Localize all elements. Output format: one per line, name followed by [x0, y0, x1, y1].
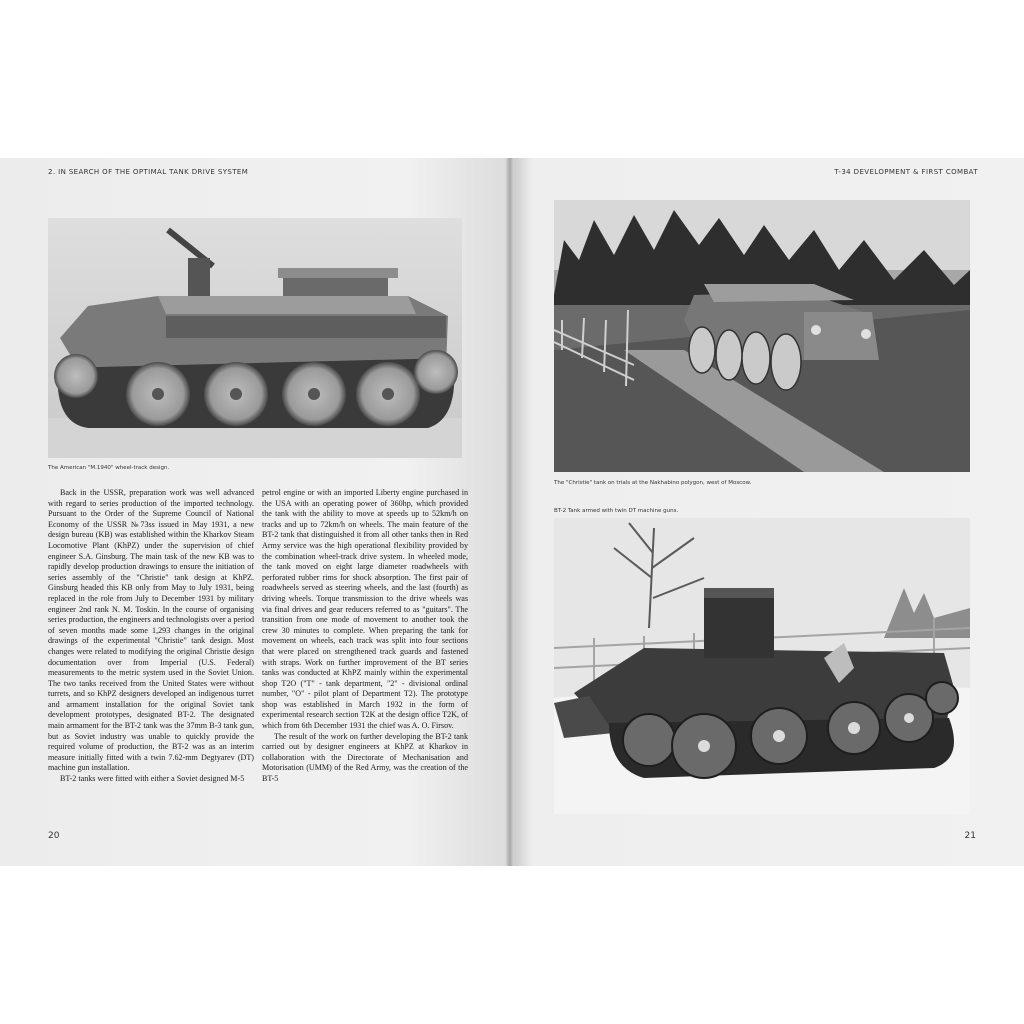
paragraph: petrol engine or with an imported Liberty engine purchased in the USA with an operating power of 360hp, which provided the tank with the ability to move at speeds up to 52km/h on tracks and up to 72km/h on wheels. The main feature of the BT-2 tank that distinguished it from all other tanks then in Red Army service was the high operational flexibility provided by the combination wheel-track drive system. In wheeled mode, the tank moved on eight large diameter roadwheels with perforated rubber rims for shock absorption. The first pair of roadwheels served as steering wheels, and the last (fourth) as driving wheels. Torque transmission to the drive wheels was via final drives and gear reducers referred to as "guitars". The transition from one mode of movement to another took the crew 30 minutes to complete. When preparing the tank for movement on wheels, each track was split into four sections that were placed on strengthened track guards and fastened with straps. Work on further improvement of the BT series tanks was conducted at KhPZ mainly within the experimental shop T2O ("T" - tank department, "2" - divisional ordinal number, "O" - pilot plant of Department T2). The prototype shop was established in March 1932 in the form of experimental research section T2K at the design office T2K, of which from 6th December 1931 the chief was A. O. Firsov.	[262, 488, 468, 731]
photo-christie-tank-trials	[554, 200, 970, 472]
paragraph: The result of the work on further developing the BT-2 tank carried out by designer engineers at KhPZ at Kharkov in collaboration with the Directorate of Mechanisation and Motorisation (UMM) of the Red Army, was the creation of the BT-5	[262, 731, 468, 784]
left-page-number: 20	[48, 831, 60, 841]
text-column-1	[48, 488, 254, 785]
photo-m1940-wheel-track-tank	[48, 218, 462, 458]
paragraph: BT-2 tanks were fitted with either a Soviet designed M-5	[60, 774, 245, 784]
text-column-2	[262, 488, 468, 785]
paragraph: Back in the USSR, preparation work was well advanced with regard to series production of the imported technology. Pursuant to the Order of the Supreme Council of National Economy of the USSR №73ss issued in May 1931, a new design bureau (KB) was established within the Kharkov Steam Locomotive Plant (KhPZ) under the supervision of chief engineer S.A. Ginsburg. The main task of the new KB was to rapidly develop production drawings to ensure the initiation of series assembly of the "Christie" tank design at KhPZ. Ginsburg headed this KB only from May to July 1931, being replaced in the role from July to December 1931 by military engineer 2nd rank N. M. Toskin. In the course of organising series production, the engineers and technologists over a period of seven months made some 1,293 changes in the original drawings of the experimental "Christie" tank design. Most changes were related to modifying the original Christie design documentation over from Imperial (U.S. Federal) measurements to the metric system used in the Soviet Union. The two tanks received from the United States were without turrets, and so KhPZ designers developed an indigenous turret and armament installation for the original Soviet tank development prototypes, designated BT-2. The designated main armament for the BT-2 tank was the 37mm B-3 tank gun, but as Soviet industry was unable to quickly provide the required volume of production, the BT-2 was as an interim measure initially fitted with a twin 7.62-mm Degtyarev (DT) machine gun installation.	[48, 488, 254, 773]
photo-bt2-tank-snow	[554, 518, 970, 814]
right-photo-2-caption: BT-2 Tank armed with twin DT machine guns.	[554, 508, 679, 514]
right-photo-1-caption: The "Christie" tank on trials at the Nakhabino polygon, west of Moscow.	[554, 480, 752, 486]
book-gutter	[506, 158, 514, 866]
left-running-head: 2. IN SEARCH OF THE OPTIMAL TANK DRIVE SYSTEM	[48, 168, 249, 176]
left-photo-caption: The American "M.1940" wheel-track design.	[48, 465, 170, 471]
right-page-number: 21	[964, 831, 976, 841]
right-running-head: T-34 DEVELOPMENT & FIRST COMBAT	[834, 168, 978, 176]
